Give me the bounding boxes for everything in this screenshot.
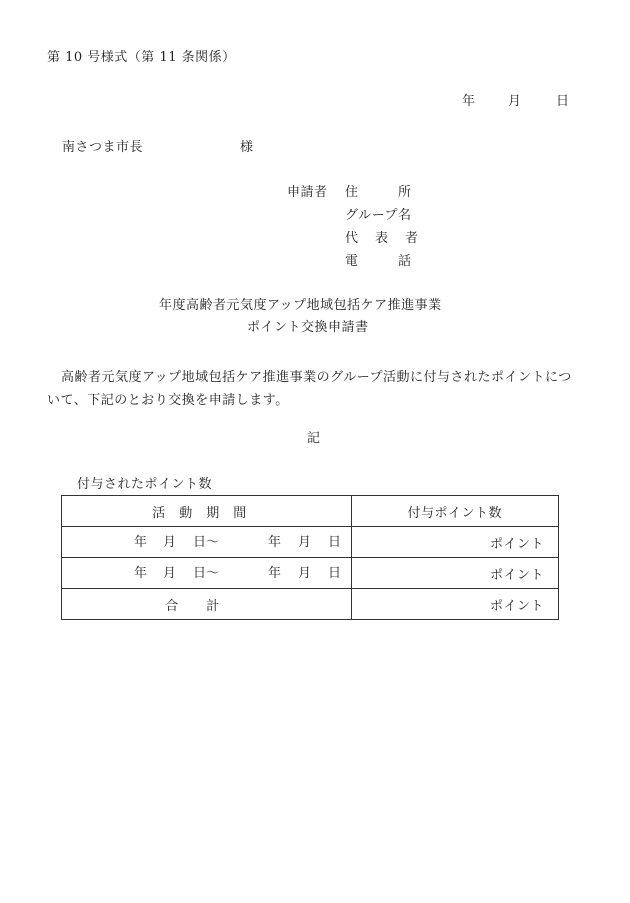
ki-heading: 記 [307,431,321,446]
points-table [61,495,559,620]
period-end-day: 日 [328,566,342,581]
header-granted-points: 付与ポイント数 [351,496,558,527]
applicant-group-label: グループ名 [345,208,412,223]
date-year-label: 年 [462,94,476,109]
date-line [462,95,569,108]
period-start-year: 年 [134,566,148,581]
addressee-honorific: 様 [240,140,254,155]
period-start-month: 月 [163,566,177,581]
period-end-year: 年 [268,566,282,581]
date-day-label: 日 [556,94,570,109]
period-start-year: 年 [134,535,148,550]
period-start-month: 月 [163,535,177,550]
period-cell [62,527,352,558]
applicant-label: 申請者 [287,185,328,200]
period-end-day: 日 [328,535,342,550]
date-month-label: 月 [508,94,522,109]
applicant-representative-label: 代表者 [345,231,436,246]
document-title-line2: ポイント交換申請書 [247,320,369,335]
period-cell [62,558,352,589]
table-row [62,527,559,558]
document-title-line1: 年度高齢者元気度アップ地域包括ケア推進事業 [159,298,442,313]
total-label: 合計 [165,598,248,614]
total-points-cell: ポイント [351,589,558,620]
applicant-phone-label: 電話 [345,254,452,269]
table-row [62,558,559,589]
period-end-year: 年 [268,535,282,550]
header-activity-period-label: 活動期間 [152,505,261,521]
table-caption: 付与されたポイント数 [77,477,213,492]
table-header-row [62,496,559,527]
period-end-month: 月 [298,535,312,550]
period-start-day: 日～ [193,566,220,581]
points-cell: ポイント [351,558,558,589]
period-start-day: 日～ [193,535,220,550]
form-number: 第 10 号様式（第 11 条関係） [47,50,236,65]
header-activity-period [62,496,352,527]
body-paragraph: 高齢者元気度アップ地域包括ケア推進事業のグループ活動に付与されたポイントについて、下記のとおり交換を申請します。 [47,370,572,408]
points-cell: ポイント [351,527,558,558]
total-label-cell [62,589,352,620]
table-total-row [62,589,559,620]
applicant-address-label: 住所 [345,185,452,200]
period-end-month: 月 [298,566,312,581]
addressee-name: 南さつま市長 [62,140,144,155]
